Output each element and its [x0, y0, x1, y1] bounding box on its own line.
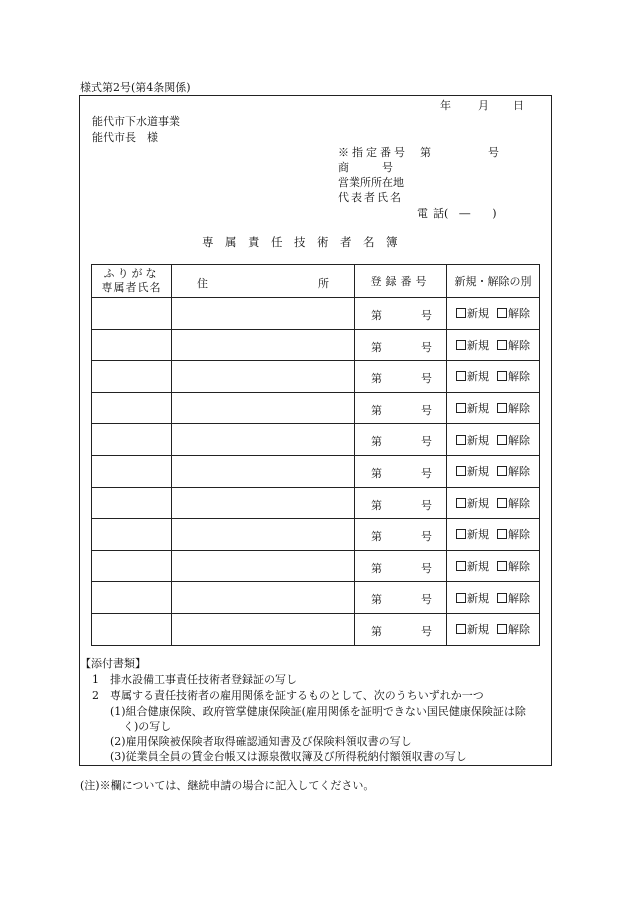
- cancel-checkbox[interactable]: [497, 403, 507, 413]
- cancel-label: 解除: [508, 623, 530, 637]
- recipient-line2: 能代市長 様: [92, 131, 158, 144]
- header-address-right: 所: [318, 277, 329, 290]
- trade-name-label: 商 号: [338, 161, 393, 174]
- registration-cell[interactable]: [355, 298, 447, 330]
- registration-no-prefix: 第: [371, 340, 382, 354]
- table-row: [92, 455, 540, 487]
- table-row: [92, 298, 540, 330]
- new-label: 新規: [467, 433, 489, 447]
- address-cell[interactable]: [172, 392, 355, 424]
- cancel-label: 解除: [508, 370, 530, 384]
- header-registration: 登録番号: [355, 265, 447, 298]
- registration-no-prefix: 第: [371, 466, 382, 480]
- status-cell: [447, 392, 540, 424]
- new-label: 新規: [467, 623, 489, 637]
- member-name-cell[interactable]: [92, 582, 172, 614]
- cancel-label: 解除: [508, 560, 530, 574]
- technician-table: [91, 264, 540, 646]
- cancel-checkbox[interactable]: [497, 371, 507, 381]
- registration-no-suffix: 号: [421, 593, 432, 607]
- new-checkbox[interactable]: [456, 403, 466, 413]
- table-row: [92, 329, 540, 361]
- cancel-label: 解除: [508, 528, 530, 542]
- representative-label: 代表者氏名: [338, 191, 403, 204]
- registration-cell[interactable]: [355, 329, 447, 361]
- header-status: 新規・解除の別: [447, 265, 540, 298]
- new-label: 新規: [467, 496, 489, 510]
- designation-go: 号: [488, 146, 499, 159]
- member-name-cell[interactable]: [92, 455, 172, 487]
- status-cell: [447, 361, 540, 393]
- new-label: 新規: [467, 370, 489, 384]
- registration-cell[interactable]: [355, 582, 447, 614]
- attachment-sub-2: (2)雇用保険被保険者取得確認通知書及び保険料領収書の写し: [110, 735, 412, 748]
- status-cell: [447, 613, 540, 645]
- address-cell[interactable]: [172, 550, 355, 582]
- member-name-cell[interactable]: [92, 298, 172, 330]
- registration-cell[interactable]: [355, 613, 447, 645]
- new-label: 新規: [467, 560, 489, 574]
- registration-no-suffix: 号: [421, 624, 432, 638]
- registration-cell[interactable]: [355, 487, 447, 519]
- address-cell[interactable]: [172, 487, 355, 519]
- table-header-row: [92, 265, 540, 298]
- registration-no-prefix: 第: [371, 530, 382, 544]
- address-cell[interactable]: [172, 582, 355, 614]
- attachment-sub-1a: (1)組合健康保険、政府管掌健康保険証(雇用関係を証明できない国民健康保険証は除: [110, 705, 526, 718]
- new-checkbox[interactable]: [456, 593, 466, 603]
- table-row: [92, 392, 540, 424]
- new-label: 新規: [467, 528, 489, 542]
- address-cell[interactable]: [172, 361, 355, 393]
- new-label: 新規: [467, 338, 489, 352]
- table-row: [92, 361, 540, 393]
- member-name-cell[interactable]: [92, 329, 172, 361]
- cancel-checkbox[interactable]: [497, 308, 507, 318]
- form-label: 様式第2号(第4条関係): [80, 81, 191, 94]
- address-cell[interactable]: [172, 298, 355, 330]
- date-day: 日: [513, 99, 524, 112]
- address-cell[interactable]: [172, 455, 355, 487]
- registration-no-prefix: 第: [371, 561, 382, 575]
- member-name-cell[interactable]: [92, 613, 172, 645]
- attachment-item-2: 2 専属する責任技術者の雇用関係を証するものとして、次のうちいずれか一つ: [92, 689, 484, 702]
- cancel-label: 解除: [508, 465, 530, 479]
- recipient-line1: 能代市下水道事業: [92, 115, 180, 128]
- phone-value: 話( ― ): [433, 207, 497, 220]
- attachment-sub-1b: く)の写し: [123, 720, 172, 733]
- registration-no-suffix: 号: [421, 466, 432, 480]
- cancel-label: 解除: [508, 591, 530, 605]
- status-cell: [447, 519, 540, 551]
- address-cell[interactable]: [172, 329, 355, 361]
- member-name-cell[interactable]: [92, 424, 172, 456]
- new-checkbox[interactable]: [456, 435, 466, 445]
- registration-cell[interactable]: [355, 361, 447, 393]
- attachment-item-1: 1 排水設備工事責任技術者登録証の写し: [92, 673, 297, 686]
- registration-cell[interactable]: [355, 455, 447, 487]
- member-name-cell[interactable]: [92, 392, 172, 424]
- cancel-checkbox[interactable]: [497, 340, 507, 350]
- registration-no-suffix: 号: [421, 340, 432, 354]
- header-member-name: 専属者氏名: [101, 281, 162, 294]
- new-label: 新規: [467, 591, 489, 605]
- table-row: [92, 519, 540, 551]
- status-cell: [447, 329, 540, 361]
- registration-no-prefix: 第: [371, 435, 382, 449]
- header-furigana: ふりがな: [103, 267, 160, 280]
- table-row: [92, 582, 540, 614]
- member-name-cell[interactable]: [92, 361, 172, 393]
- registration-cell[interactable]: [355, 424, 447, 456]
- table-row: [92, 424, 540, 456]
- registration-no-suffix: 号: [421, 403, 432, 417]
- header-address-left: 住: [197, 277, 208, 290]
- phone-label: 電: [417, 207, 428, 220]
- registration-cell[interactable]: [355, 519, 447, 551]
- cancel-checkbox[interactable]: [497, 498, 507, 508]
- cancel-checkbox[interactable]: [497, 529, 507, 539]
- registration-no-suffix: 号: [421, 530, 432, 544]
- registration-no-suffix: 号: [421, 498, 432, 512]
- cancel-label: 解除: [508, 338, 530, 352]
- address-cell[interactable]: [172, 613, 355, 645]
- registration-no-suffix: 号: [421, 372, 432, 386]
- member-name-cell[interactable]: [92, 487, 172, 519]
- registration-no-prefix: 第: [371, 624, 382, 638]
- new-checkbox[interactable]: [456, 371, 466, 381]
- designation-label: ※指定番号: [338, 146, 408, 159]
- new-checkbox[interactable]: [456, 529, 466, 539]
- office-address-label: 営業所所在地: [338, 176, 404, 189]
- member-name-cell[interactable]: [92, 519, 172, 551]
- attachments-heading: 【添付書類】: [80, 657, 146, 670]
- cancel-checkbox[interactable]: [497, 466, 507, 476]
- cancel-checkbox[interactable]: [497, 593, 507, 603]
- cancel-checkbox[interactable]: [497, 624, 507, 634]
- new-checkbox[interactable]: [456, 498, 466, 508]
- table-row: [92, 550, 540, 582]
- status-cell: [447, 455, 540, 487]
- status-cell: [447, 582, 540, 614]
- header-address: [172, 265, 355, 298]
- cancel-label: 解除: [508, 402, 530, 416]
- registration-no-suffix: 号: [421, 435, 432, 449]
- new-checkbox[interactable]: [456, 561, 466, 571]
- cancel-label: 解除: [508, 307, 530, 321]
- new-checkbox[interactable]: [456, 340, 466, 350]
- attachment-sub-3: (3)従業員全員の賃金台帳又は源泉徴収簿及び所得税納付額領収書の写し: [110, 750, 467, 763]
- address-cell[interactable]: [172, 519, 355, 551]
- registration-cell[interactable]: [355, 550, 447, 582]
- cancel-checkbox[interactable]: [497, 561, 507, 571]
- status-cell: [447, 550, 540, 582]
- address-cell[interactable]: [172, 424, 355, 456]
- status-cell: [447, 298, 540, 330]
- new-label: 新規: [467, 307, 489, 321]
- new-checkbox[interactable]: [456, 624, 466, 634]
- registration-no-suffix: 号: [421, 309, 432, 322]
- header-name: [92, 265, 172, 298]
- table-row: [92, 613, 540, 645]
- status-cell: [447, 487, 540, 519]
- page-title: 専 属 責 任 技 術 者 名 簿: [202, 235, 398, 249]
- registration-no-prefix: 第: [371, 372, 382, 386]
- date-year: 年: [440, 99, 451, 112]
- cancel-checkbox[interactable]: [497, 435, 507, 445]
- registration-no-prefix: 第: [371, 309, 382, 322]
- new-checkbox[interactable]: [456, 308, 466, 318]
- date-month: 月: [478, 99, 489, 112]
- registration-no-prefix: 第: [371, 403, 382, 417]
- registration-no-prefix: 第: [371, 593, 382, 607]
- footnote: (注)※欄については、継続申請の場合に記入してください。: [80, 779, 375, 792]
- cancel-label: 解除: [508, 496, 530, 510]
- new-label: 新規: [467, 465, 489, 479]
- registration-no-suffix: 号: [421, 561, 432, 575]
- new-label: 新規: [467, 402, 489, 416]
- member-name-cell[interactable]: [92, 550, 172, 582]
- registration-cell[interactable]: [355, 392, 447, 424]
- registration-no-prefix: 第: [371, 498, 382, 512]
- status-cell: [447, 424, 540, 456]
- new-checkbox[interactable]: [456, 466, 466, 476]
- cancel-label: 解除: [508, 433, 530, 447]
- designation-no: 第: [420, 146, 431, 159]
- table-row: [92, 487, 540, 519]
